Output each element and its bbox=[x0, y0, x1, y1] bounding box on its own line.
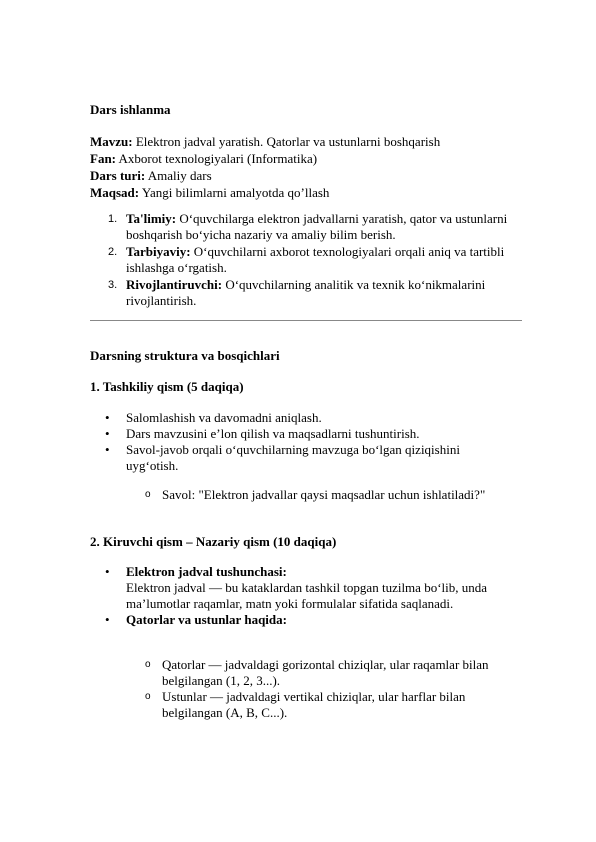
list-item: • Dars mavzusini e’lon qilish va maqsadlarni tushuntirish. bbox=[105, 426, 420, 441]
bullet-icon: • bbox=[105, 442, 110, 457]
meta-topic: Mavzu: Elektron jadval yaratish. Qatorlar va ustunlarni boshqarish bbox=[90, 134, 441, 149]
section-2-subbullets bbox=[90, 657, 510, 721]
section-1-bullets bbox=[90, 410, 510, 474]
list-item: • Qatorlar va ustunlar haqida: bbox=[105, 612, 287, 627]
list-item: 2. Tarbiyaviy: O‘quvchilarni axborot texnologiyalari orqali aniq va tartibli ishlashga o‘rgatish. bbox=[108, 244, 505, 275]
lesson-meta bbox=[90, 133, 440, 201]
meta-goal: Maqsad: Yangi bilimlarni amalyotda qo’llash bbox=[90, 185, 330, 200]
list-item: o Ustunlar — jadvaldagi vertikal chiziqlar, ular harflar bilan belgilangan (A, B, C...). bbox=[145, 689, 466, 720]
list-item: o Qatorlar — jadvaldagi gorizontal chiziqlar, ular raqamlar bilan belgilangan (1, 2, 3...). bbox=[145, 657, 489, 688]
bullet-icon: • bbox=[105, 612, 110, 627]
section-1-subbullets bbox=[90, 487, 510, 503]
circle-bullet-icon: o bbox=[145, 659, 151, 670]
list-item: o Savol: "Elektron jadvallar qaysi maqsadlar uchun ishlatiladi?" bbox=[145, 487, 486, 502]
bullet-icon: • bbox=[105, 564, 110, 579]
structure-heading: Darsning struktura va bosqichlari bbox=[90, 348, 280, 363]
circle-bullet-icon: o bbox=[145, 489, 151, 500]
list-item: • Elektron jadval tushunchasi: Elektron jadval — bu kataklardan tashkil topgan tuzilma bo‘lib, unda ma’lumotlar raqamlar, matn yoki formulalar sifatida saqlanadi. bbox=[105, 564, 488, 611]
section-2-bullets bbox=[90, 564, 510, 628]
section-1-heading: 1. Tashkiliy qism (5 daqiqa) bbox=[90, 379, 244, 394]
section-2-heading: 2. Kiruvchi qism – Nazariy qism (10 daqiqa) bbox=[90, 534, 337, 549]
list-item: 3. Rivojlantiruvchi: O‘quvchilarning analitik va texnik ko‘nikmalarini rivojlantirish. bbox=[108, 277, 486, 308]
list-item: • Salomlashish va davomadni aniqlash. bbox=[105, 410, 322, 425]
meta-subject: Fan: Axborot texnologiyalari (Informatika) bbox=[90, 151, 318, 166]
circle-bullet-icon: o bbox=[145, 691, 151, 702]
goals-list bbox=[90, 211, 510, 310]
bullet-icon: • bbox=[105, 426, 110, 441]
meta-lesson-type: Dars turi: Amaliy dars bbox=[90, 168, 212, 183]
list-item: • Savol-javob orqali o‘quvchilarning mavzuga bo‘lgan qiziqishini uyg‘otish. bbox=[105, 442, 460, 473]
list-item: 1. Ta'limiy: O‘quvchilarga elektron jadvallarni yaratish, qator va ustunlarni boshqarish bo‘yicha nazariy va amaliy bilim berish. bbox=[108, 211, 508, 242]
document-title: Dars ishlanma bbox=[90, 102, 171, 117]
bullet-icon: • bbox=[105, 410, 110, 425]
horizontal-divider bbox=[90, 320, 522, 321]
